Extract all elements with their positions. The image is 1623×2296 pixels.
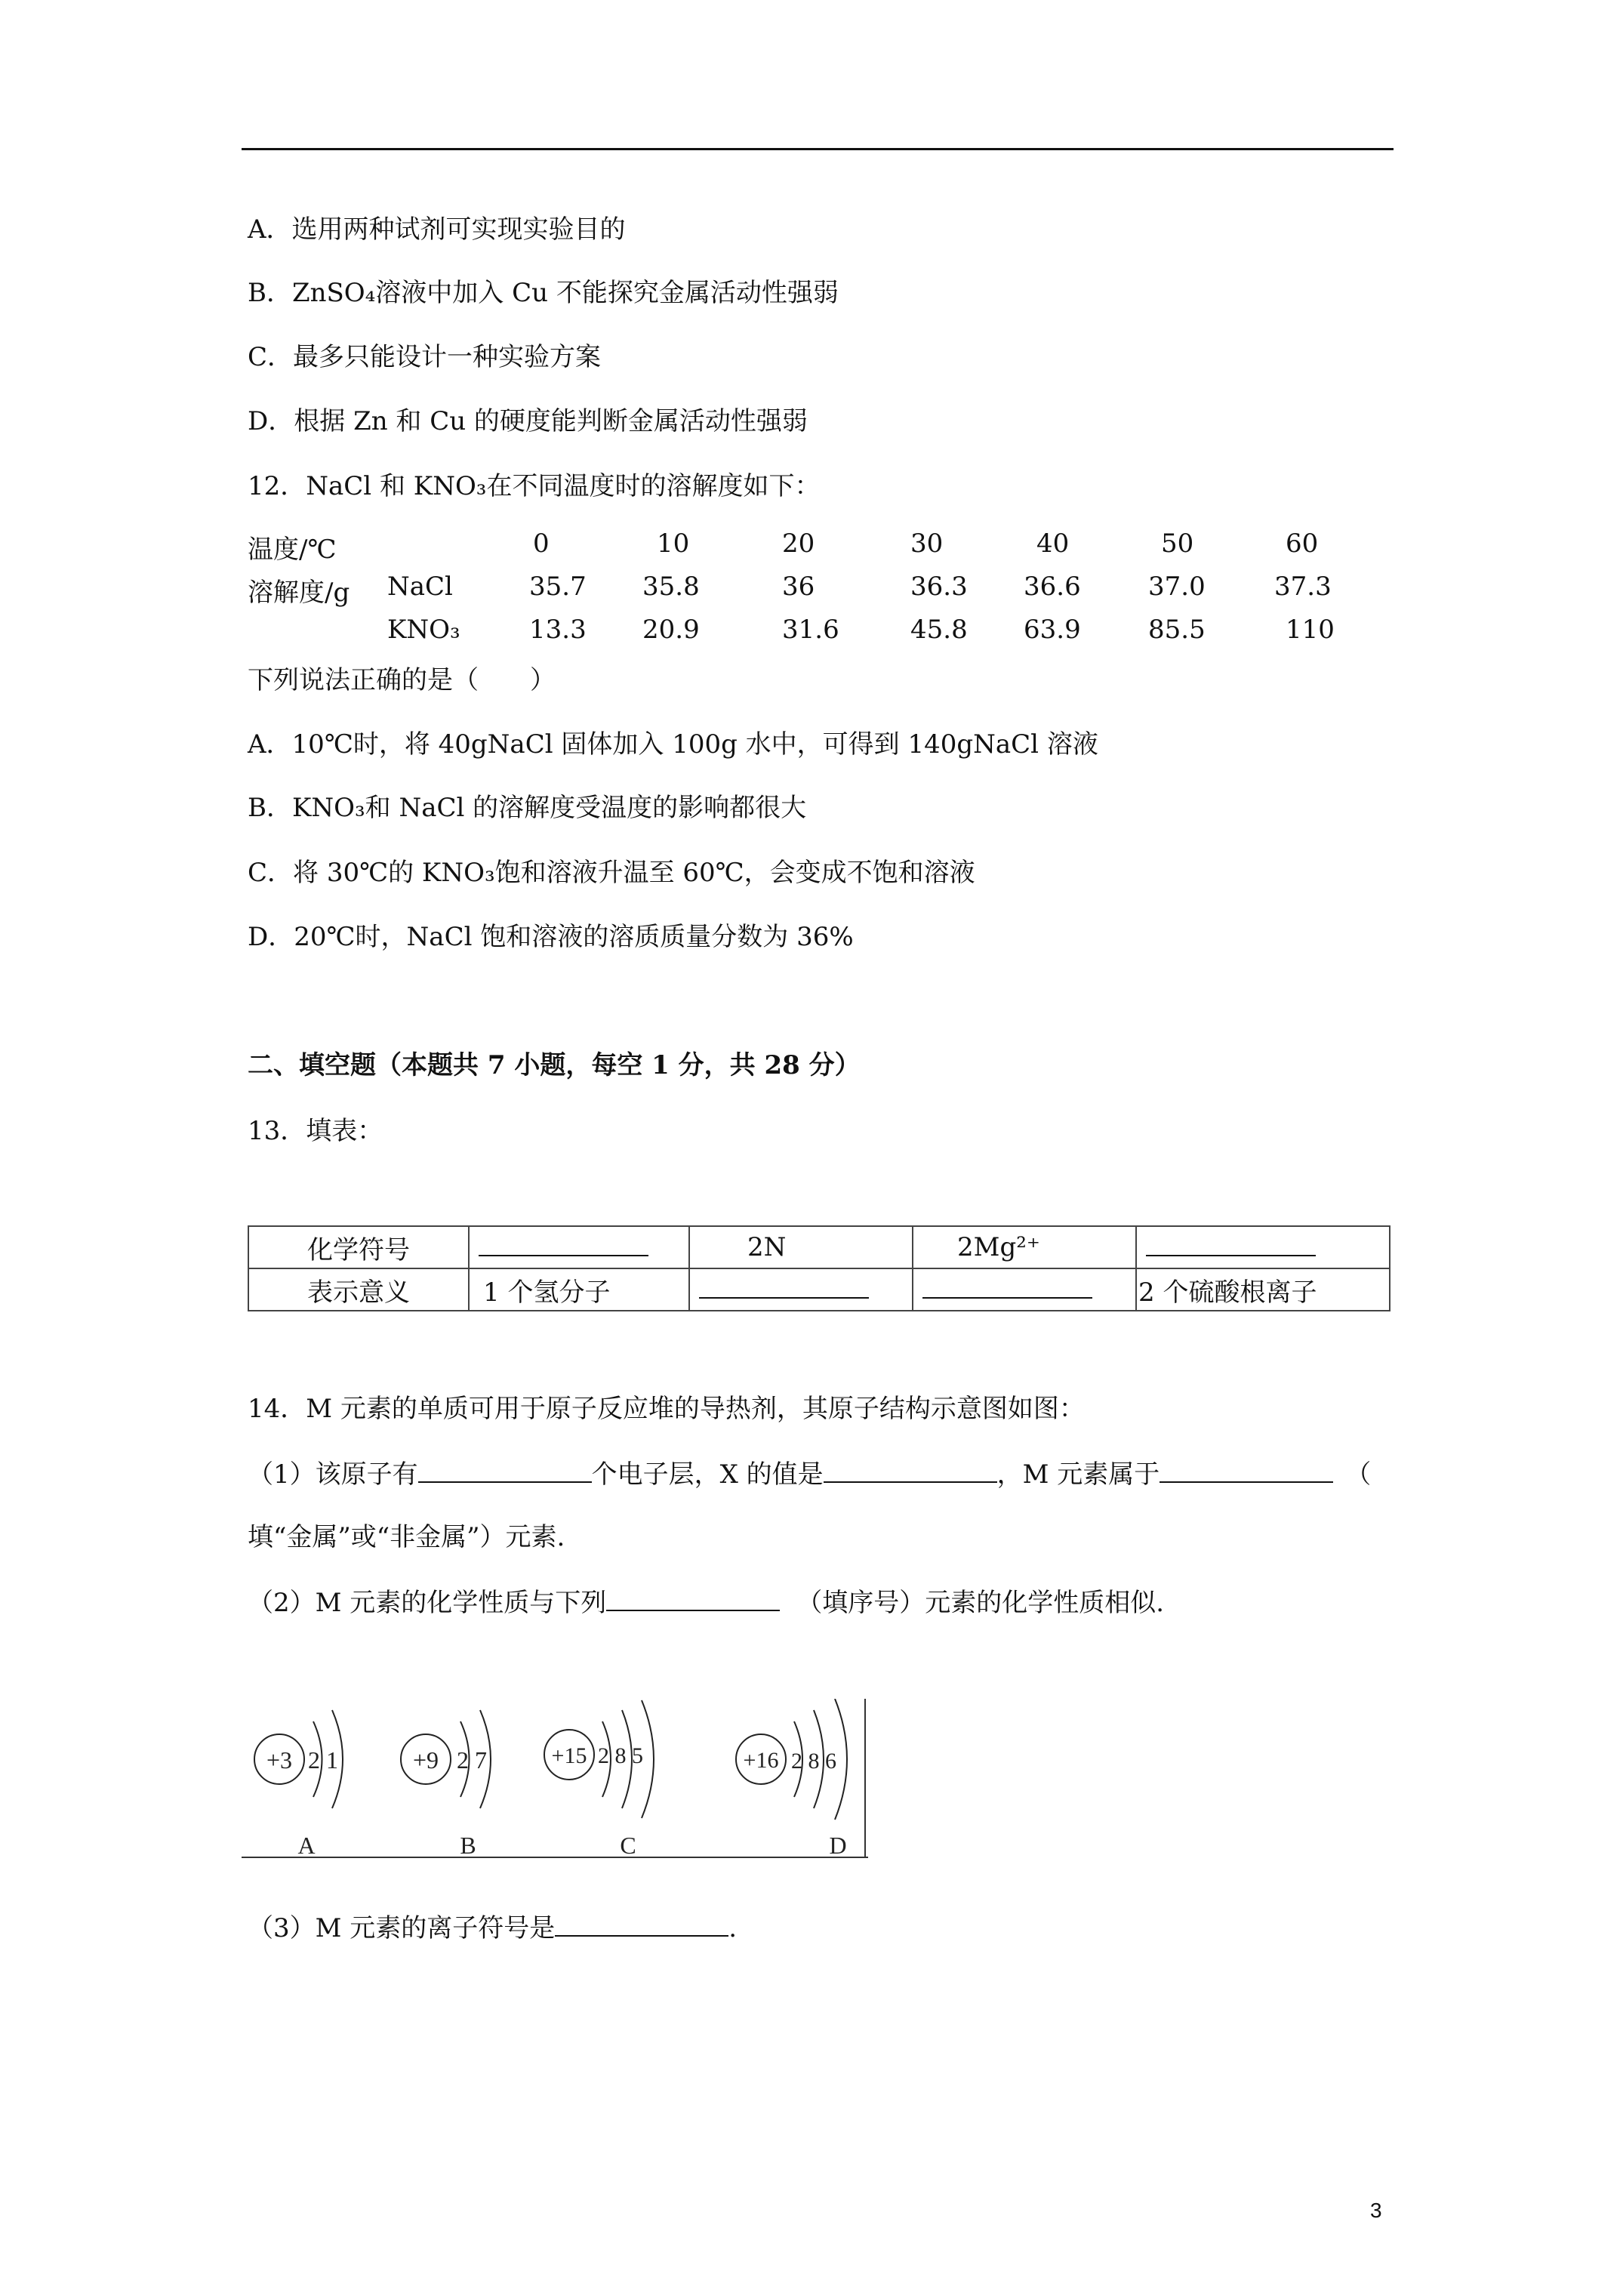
temp-cell: 20 [782,529,815,559]
q13-stem: 13．填表： [248,1116,383,1146]
atom-c [544,1700,654,1859]
kno3-cell: 13.3 [529,615,587,645]
row-label-meaning: 表示意义 [248,1268,469,1311]
temp-cell: 30 [910,529,944,559]
kno3-cell: 31.6 [782,615,839,645]
q12-prompt: 下列说法正确的是（ ） [248,665,556,695]
answer-blank[interactable] [689,1268,913,1311]
atom-d [736,1699,847,1859]
nucleus-label: +15 [551,1743,587,1768]
temp-cell: 50 [1161,529,1194,559]
answer-blank[interactable] [469,1226,689,1268]
q13-fill-table [248,1225,1390,1311]
q12-option-c: C．将 30℃的 KNO₃饱和溶液升温至 60℃，会变成不饱和溶液 [248,858,975,888]
q11-option-a: A．选用两种试剂可实现实验目的 [248,214,626,245]
shell-arc [835,1699,847,1820]
meaning-h2: 1 个氢分子 [469,1268,689,1311]
answer-blank[interactable] [418,1459,592,1483]
nacl-cell: 36.3 [910,572,968,602]
q12-option-a: A．10℃时，将 40gNaCl 固体加入 100g 水中，可得到 140gNaCl 溶液 [248,729,1098,760]
shell-electrons: 2 1 [308,1746,338,1774]
part1-text-c: ，M 元素属于 [996,1459,1160,1490]
part3-text-a: （3）M 元素的离子符号是 [248,1913,556,1943]
q11-option-b: B．ZnSO₄溶液中加入 Cu 不能探究金属活动性强弱 [248,278,839,308]
q14-part3 [248,1912,737,1943]
answer-blank[interactable] [1136,1226,1390,1268]
part1-text-d: （ [1345,1459,1372,1490]
q12-option-d: D．20℃时，NaCl 饱和溶液的溶质质量分数为 36% [248,922,854,952]
answer-blank[interactable] [913,1268,1136,1311]
shell-arc [642,1700,654,1818]
atom-a [254,1710,343,1859]
atom-b [401,1710,491,1859]
q11-option-c: C．最多只能设计一种实验方案 [248,342,602,372]
kno3-cell: 45.8 [910,615,968,645]
atom-structure-diagram [242,1699,876,1865]
nucleus-label: +16 [743,1748,779,1773]
answer-blank[interactable] [606,1587,780,1611]
nacl-cell: 36.6 [1024,572,1081,602]
row-label-symbol: 化学符号 [248,1226,469,1268]
answer-blank[interactable] [1160,1459,1333,1483]
solubility-label: 溶解度/g [248,578,350,608]
temp-cell: 40 [1036,529,1070,559]
q14-part1-cont: 填“金属”或“非金属”）元素. [248,1522,565,1552]
part3-text-b: . [728,1913,738,1943]
answer-blank[interactable] [555,1912,728,1937]
part1-text-b: 个电子层，X 的值是 [591,1459,824,1490]
part2-text-b: （填序号）元素的化学性质相似. [796,1588,1165,1618]
temp-cell: 10 [657,529,690,559]
part1-text-a: （1）该原子有 [248,1459,418,1490]
page-number: 3 [1370,2199,1382,2222]
nacl-cell: 37.0 [1148,572,1206,602]
q14-stem: 14．M 元素的单质可用于原子反应堆的导热剂，其原子结构示意图如图： [248,1394,1085,1424]
kno3-name: KNO₃ [387,615,460,645]
nacl-cell: 37.3 [1274,572,1332,602]
temp-cell: 60 [1286,529,1319,559]
nacl-name: NaCl [387,572,453,602]
kno3-cell: 110 [1286,615,1335,645]
header-rule [242,148,1394,150]
q12-option-b: B．KNO₃和 NaCl 的溶解度受温度的影响都很大 [248,793,807,823]
nacl-cell: 35.7 [529,572,587,602]
shell-electrons: 2 8 5 [598,1743,643,1768]
nucleus-label: +9 [412,1746,439,1774]
atom-letter: A [297,1832,316,1859]
shell-electrons: 2 7 [457,1746,487,1774]
nucleus-label: +3 [266,1746,293,1774]
temp-label: 温度/℃ [248,535,337,565]
answer-blank[interactable] [824,1459,997,1483]
part2-text-a: （2）M 元素的化学性质与下列 [248,1588,607,1618]
section-title: 二、填空题（本题共 7 小题，每空 1 分，共 28 分） [248,1050,861,1080]
kno3-cell: 85.5 [1148,615,1206,645]
atom-letter: D [829,1832,847,1859]
q12-stem: 12．NaCl 和 KNO₃在不同温度时的溶解度如下： [248,471,821,501]
symbol-2n: 2N [689,1226,913,1268]
shell-electrons: 2 8 6 [791,1749,836,1774]
kno3-cell: 63.9 [1024,615,1081,645]
kno3-cell: 20.9 [642,615,700,645]
meaning-so4: 2 个硫酸根离子 [1136,1268,1390,1311]
nacl-cell: 36 [782,572,815,602]
q11-option-d: D．根据 Zn 和 Cu 的硬度能判断金属活动性强弱 [248,406,808,436]
q14-part2 [248,1587,1164,1617]
atom-letter: B [460,1832,476,1859]
atom-letter: C [620,1832,636,1859]
temp-cell: 0 [533,529,550,559]
q14-part1 [248,1459,1371,1489]
nacl-cell: 35.8 [642,572,700,602]
symbol-2mg: 2Mg²⁺ [913,1226,1136,1268]
